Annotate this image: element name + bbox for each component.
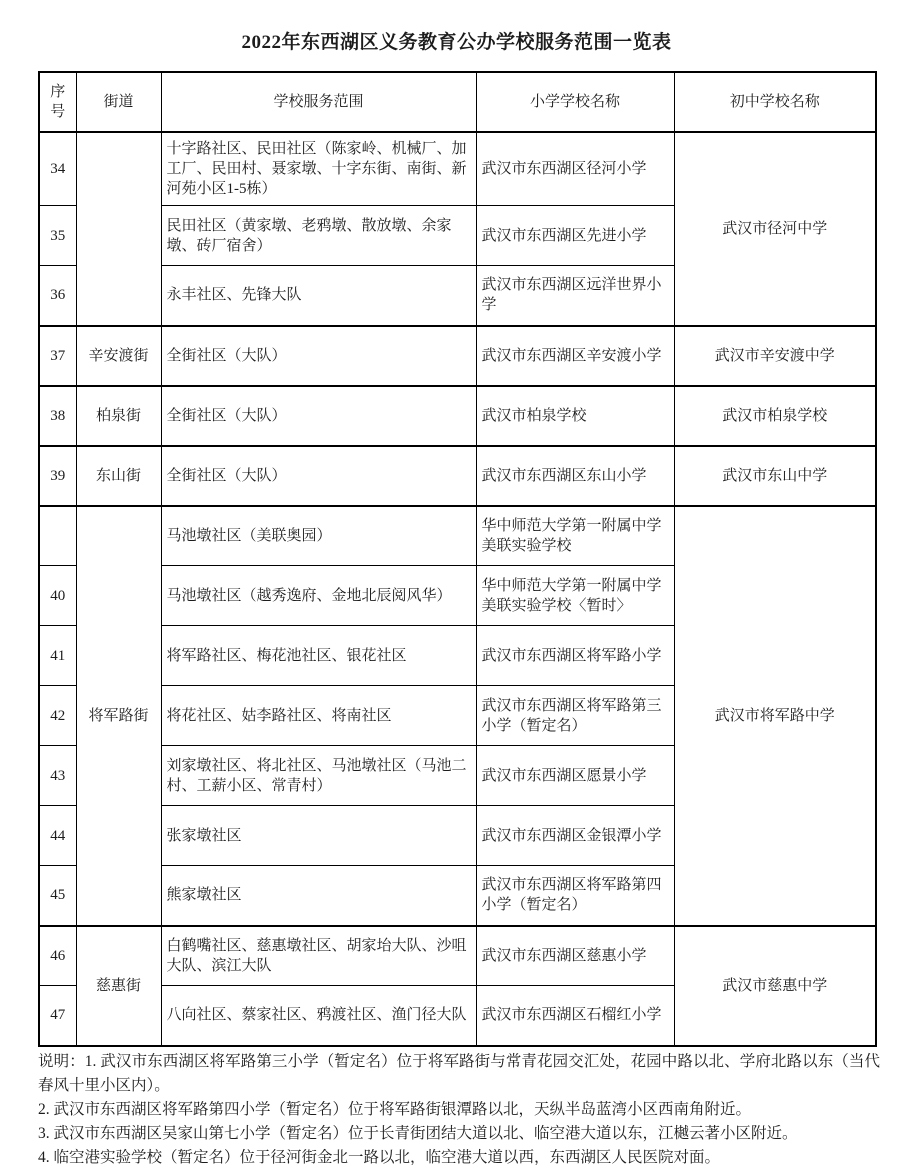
cell-middle: 武汉市慈惠中学 [674, 926, 876, 1046]
table-row [39, 506, 876, 566]
note-item: 3. 武汉市东西湖区吴家山第七小学（暂定名）位于长青街团结大道以北、临空港大道以东，江樾云著小区附近。 [38, 1124, 798, 1142]
column-header: 街道 [76, 72, 161, 132]
cell-no: 36 [39, 266, 76, 326]
cell-primary: 武汉市东西湖区愿景小学 [476, 746, 674, 806]
cell-primary: 武汉市东西湖区将军路小学 [476, 626, 674, 686]
cell-primary: 武汉市东西湖区径河小学 [476, 132, 674, 206]
notes-label: 说明： [38, 1052, 85, 1070]
cell-range: 全街社区（大队） [161, 326, 476, 386]
table-row [39, 386, 876, 446]
cell-no: 39 [39, 446, 76, 506]
cell-no: 37 [39, 326, 76, 386]
column-header: 学校服务范围 [161, 72, 476, 132]
table-row [39, 446, 876, 506]
cell-no: 47 [39, 986, 76, 1046]
cell-primary: 武汉市东西湖区远洋世界小学 [476, 266, 674, 326]
cell-no: 34 [39, 132, 76, 206]
cell-street: 辛安渡街 [76, 326, 161, 386]
notes [38, 1050, 880, 1165]
cell-range: 马池墩社区（越秀逸府、金地北辰阅风华） [161, 566, 476, 626]
cell-primary: 武汉市东西湖区石榴红小学 [476, 986, 674, 1046]
cell-middle: 武汉市东山中学 [674, 446, 876, 506]
cell-primary: 武汉市柏泉学校 [476, 386, 674, 446]
school-service-table [38, 71, 877, 1047]
cell-primary: 武汉市东西湖区先进小学 [476, 206, 674, 266]
cell-range: 八向社区、蔡家社区、鸦渡社区、渔门径大队 [161, 986, 476, 1046]
header-row [39, 72, 876, 132]
note-line [38, 1050, 880, 1098]
note-item: 4. 临空港实验学校（暂定名）位于径河街金北一路以北，临空港大道以西，东西湖区人民医院对面。 [38, 1148, 721, 1165]
note-line [38, 1146, 880, 1165]
cell-no: 42 [39, 686, 76, 746]
cell-no: 38 [39, 386, 76, 446]
cell-range: 白鹤嘴社区、慈惠墩社区、胡家坮大队、沙咀大队、滨江大队 [161, 926, 476, 986]
cell-primary: 华中师范大学第一附属中学美联实验学校 [476, 506, 674, 566]
cell-range: 张家墩社区 [161, 806, 476, 866]
cell-no: 43 [39, 746, 76, 806]
cell-range: 民田社区（黄家墩、老鸦墩、散放墩、余家墩、砖厂宿舍） [161, 206, 476, 266]
cell-no [39, 506, 76, 566]
cell-middle: 武汉市径河中学 [674, 132, 876, 326]
cell-range: 刘家墩社区、将北社区、马池墩社区（马池二村、工薪小区、常青村） [161, 746, 476, 806]
table-row [39, 132, 876, 206]
cell-primary: 武汉市东西湖区东山小学 [476, 446, 674, 506]
cell-no: 41 [39, 626, 76, 686]
note-item: 2. 武汉市东西湖区将军路第四小学（暂定名）位于将军路街银潭路以北，天纵半岛蓝湾小区西南角附近。 [38, 1100, 752, 1118]
column-header: 初中学校名称 [674, 72, 876, 132]
note-line [38, 1122, 880, 1146]
cell-no: 44 [39, 806, 76, 866]
cell-primary: 武汉市东西湖区慈惠小学 [476, 926, 674, 986]
cell-primary: 武汉市东西湖区金银潭小学 [476, 806, 674, 866]
cell-middle: 武汉市将军路中学 [674, 506, 876, 926]
note-line [38, 1098, 880, 1122]
cell-no: 46 [39, 926, 76, 986]
page-title: 2022年东西湖区义务教育公办学校服务范围一览表 [241, 32, 672, 53]
cell-no: 40 [39, 566, 76, 626]
cell-range: 全街社区（大队） [161, 446, 476, 506]
cell-range: 十字路社区、民田社区（陈家岭、机械厂、加工厂、民田村、聂家墩、十字东街、南街、新河苑小区1-5栋） [161, 132, 476, 206]
cell-street: 东山街 [76, 446, 161, 506]
cell-range: 永丰社区、先锋大队 [161, 266, 476, 326]
table-row [39, 326, 876, 386]
cell-no: 35 [39, 206, 76, 266]
cell-primary: 武汉市东西湖区将军路第四小学（暂定名） [476, 866, 674, 926]
cell-street: 慈惠街 [76, 926, 161, 1046]
cell-primary: 武汉市东西湖区辛安渡小学 [476, 326, 674, 386]
cell-street: 将军路街 [76, 506, 161, 926]
cell-street [76, 132, 161, 326]
cell-street: 柏泉街 [76, 386, 161, 446]
note-item: 1. 武汉市东西湖区将军路第三小学（暂定名）位于将军路街与常青花园交汇处，花园中路以北、学府北路以东（当代春风十里小区内）。 [38, 1052, 880, 1094]
cell-range: 全街社区（大队） [161, 386, 476, 446]
cell-range: 熊家墩社区 [161, 866, 476, 926]
column-header: 序号 [39, 72, 76, 132]
cell-range: 将花社区、姑李路社区、将南社区 [161, 686, 476, 746]
cell-no: 45 [39, 866, 76, 926]
cell-range: 将军路社区、梅花池社区、银花社区 [161, 626, 476, 686]
cell-primary: 华中师范大学第一附属中学美联实验学校〈暂时〉 [476, 566, 674, 626]
table-row [39, 926, 876, 986]
cell-primary: 武汉市东西湖区将军路第三小学（暂定名） [476, 686, 674, 746]
column-header: 小学学校名称 [476, 72, 674, 132]
cell-middle: 武汉市柏泉学校 [674, 386, 876, 446]
school-table-body [39, 132, 876, 1046]
cell-middle: 武汉市辛安渡中学 [674, 326, 876, 386]
cell-range: 马池墩社区（美联奥园） [161, 506, 476, 566]
